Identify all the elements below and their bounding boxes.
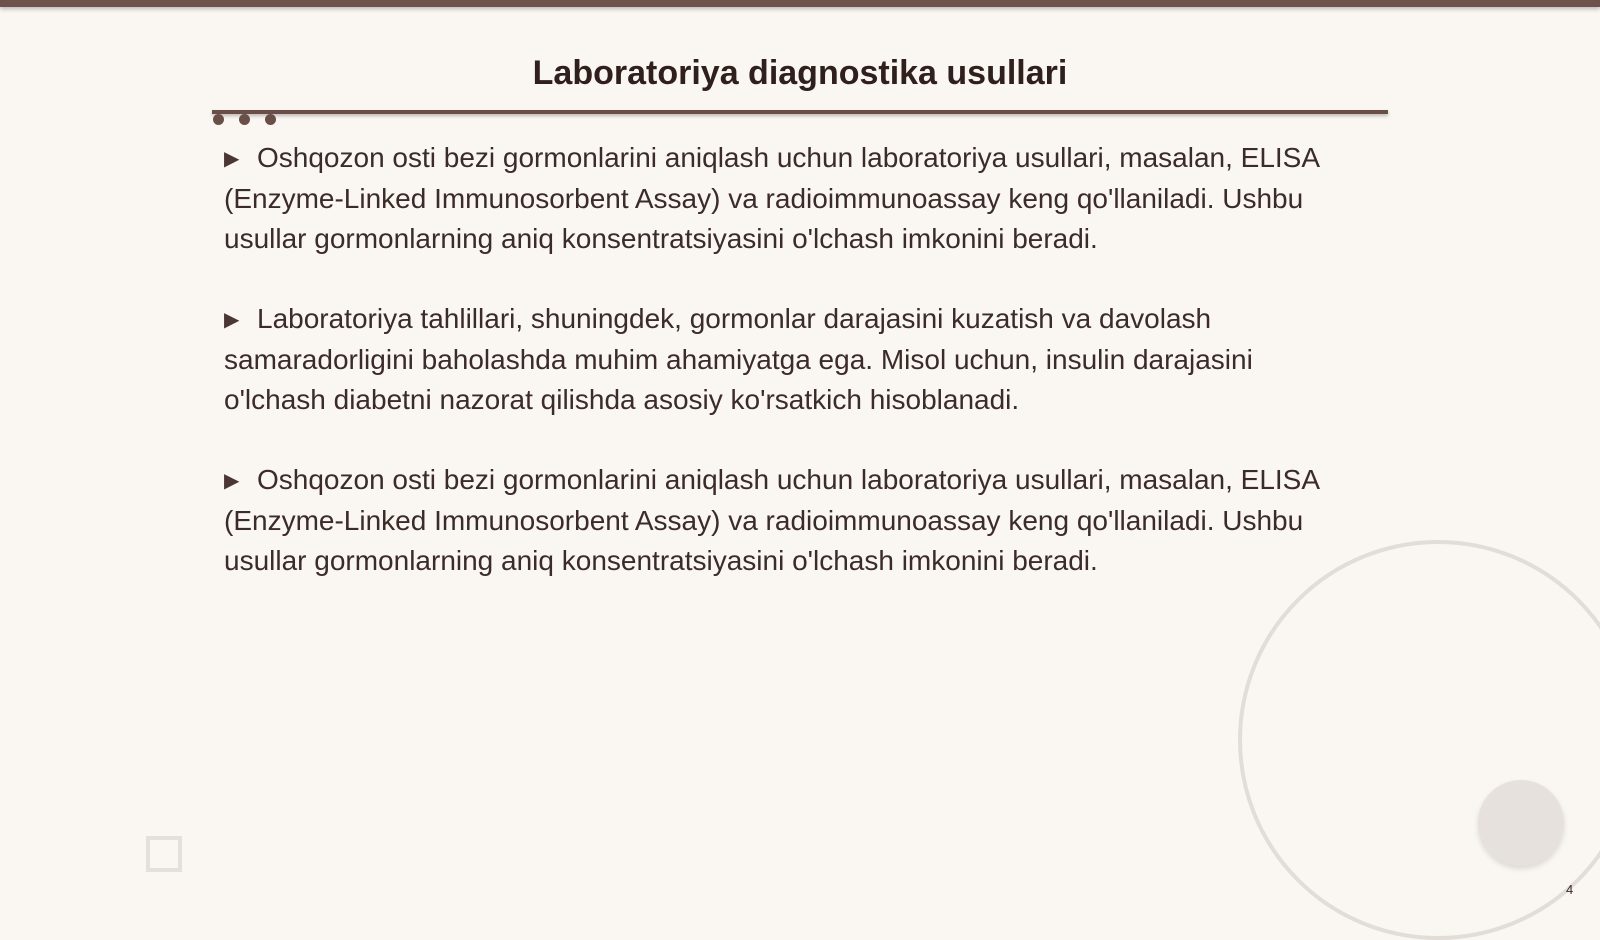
slide-title: Laboratoriya diagnostika usullari: [532, 54, 1068, 92]
page-number: 4: [1566, 882, 1574, 897]
bullet-paragraph: [224, 138, 1354, 259]
bullet-paragraph: [224, 460, 1354, 581]
title-underline: [212, 110, 1388, 114]
slide-content: [224, 138, 1354, 621]
decor-dot: [213, 114, 224, 125]
paragraph-text: Oshqozon osti bezi gormonlarini aniqlash uchun laboratoriya usullari, masalan, ELISA (Enzyme-Linked Immunosorbent Assay) va radioimmunoassay keng qo'llaniladi. Ushbu usullar gormonlarning aniq konsentratsiyasini o'lchash imkonini beradi.: [224, 464, 1319, 576]
paragraph-text: Oshqozon osti bezi gormonlarini aniqlash uchun laboratoriya usullari, masalan, ELISA (Enzyme-Linked Immunosorbent Assay) va radioimmunoassay keng qo'llaniladi. Ushbu usullar gormonlarning aniq konsentratsiyasini o'lchash imkonini beradi.: [224, 142, 1319, 254]
triangle-bullet-icon: ▶: [224, 470, 240, 492]
triangle-bullet-icon: ▶: [224, 148, 240, 170]
triangle-bullet-icon: ▶: [224, 309, 240, 331]
paragraph-text: Laboratoriya tahlillari, shuningdek, gormonlar darajasini kuzatish va davolash samaradorligini baholashda muhim ahamiyatga ega. Misol uchun, insulin darajasini o'lchash diabetni nazorat qilishda asosiy ko'rsatkich hisoblanadi.: [224, 303, 1253, 415]
decorative-disc: [1478, 780, 1564, 866]
bullet-paragraph: [224, 299, 1354, 420]
top-accent-bar: [0, 0, 1600, 7]
decorative-square: [146, 836, 182, 872]
decor-dot: [265, 114, 276, 125]
decor-dot: [239, 114, 250, 125]
